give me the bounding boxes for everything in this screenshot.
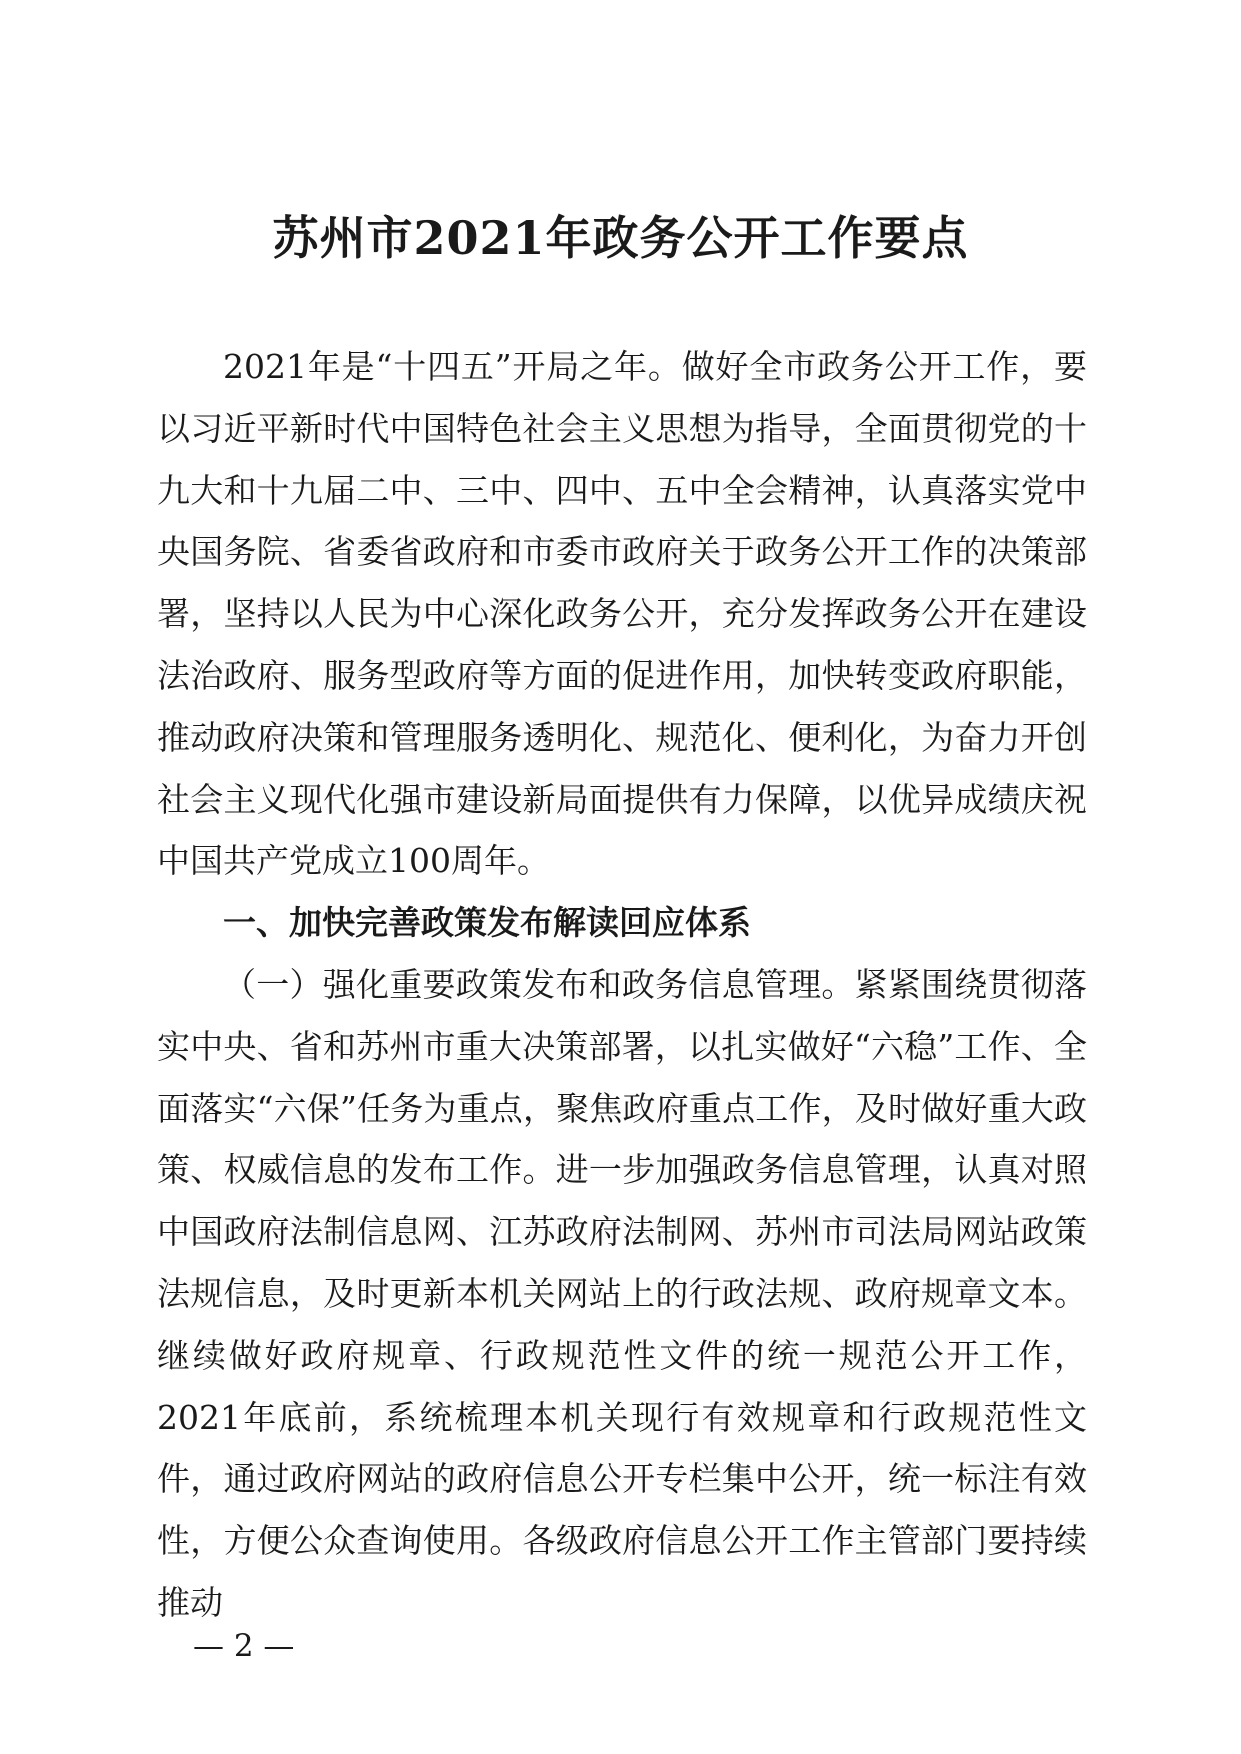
intro-paragraph: 2021年是“十四五”开局之年。做好全市政务公开工作，要以习近平新时代中国特色社会主义思想为指导，全面贯彻党的十九大和十九届二中、三中、四中、五中全会精神，认真落实党中央国务院、省委省政府和市委市政府关于政务公开工作的决策部署，坚持以人民为中心深化政务公开，充分发挥政务公开在建设法治政府、服务型政府等方面的促进作用，加快转变政府职能，推动政府决策和管理服务透明化、规范化、便利化，为奋力开创社会主义现代化强市建设新局面提供有力保障，以优异成绩庆祝中国共产党成立100周年。 (157, 347, 1087, 881)
section-heading: 一、加快完善政策发布解读回应体系 (223, 903, 751, 943)
document-title: 苏州市2021年政务公开工作要点 (272, 211, 969, 265)
section-item-paragraph: （一）强化重要政策发布和政务信息管理。紧紧围绕贯彻落实中央、省和苏州市重大决策部署，以扎实做好“六稳”工作、全面落实“六保”任务为重点，聚焦政府重点工作，及时做好重大政策、权威信息的发布工作。进一步加强政务信息管理，认真对照中国政府法制信息网、江苏政府法制网、苏州市司法局网站政策法规信息，及时更新本机关网站上的行政法规、政府规章文本。继续做好政府规章、行政规范性文件的统一规范公开工作，2021年底前，系统梳理本机关现行有效规章和行政规范性文件，通过政府网站的政府信息公开专栏集中公开，统一标注有效性，方便公众查询使用。各级政府信息公开工作主管部门要持续推动 (157, 964, 1087, 1622)
document-body (157, 336, 1087, 1634)
page-number: — 2 — (193, 1628, 295, 1664)
